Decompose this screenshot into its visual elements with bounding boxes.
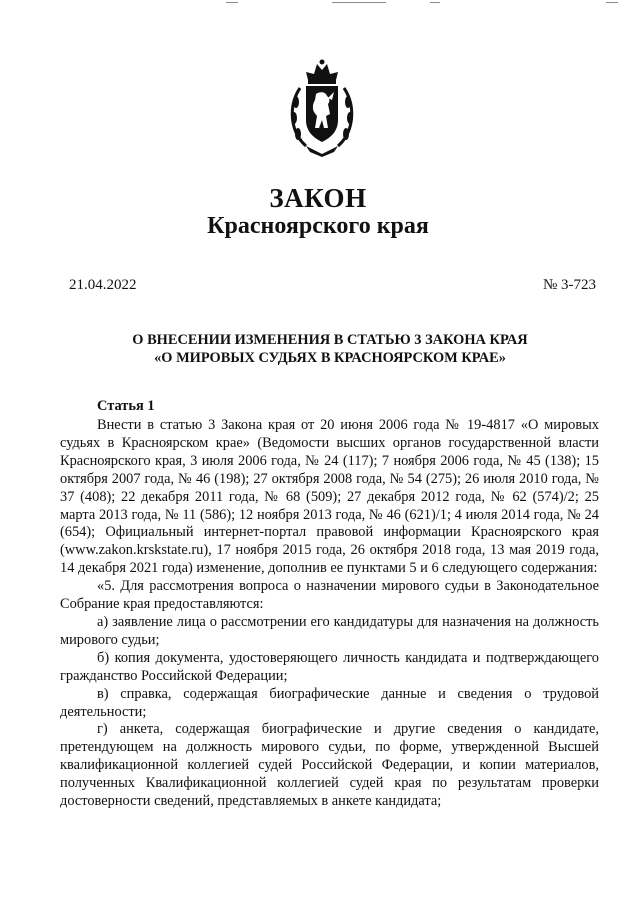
coat-of-arms-emblem — [284, 58, 360, 158]
article-title: Статья 1 — [97, 398, 155, 414]
document-title: ЗАКОН — [269, 183, 367, 213]
article-paragraph: б) копия документа, удостоверяющего личность кандидата и подтверждающего гражданство Российской Федерации; — [60, 649, 599, 684]
document-subtitle: Красноярского края — [207, 213, 429, 239]
article-paragraph: Внести в статью 3 Закона края от 20 июня 2006 года № 19-4817 «О мировых судьях в Красноярском крае» (Ведомости высших органов государственной власти Красноярского края, 3 июля 2006 года, № 24 (117); 7 ноября 2006 года, № 45 (138); 15 октября 2007 года, № 46 (198); 27 октября 2008 года, № 54 (275); 26 июля 2010 года, № 37 (408); 22 декабря 2011 года, № 68 (509); 27 декабря 2012 года, № 62 (574)/2; 25 марта 2013 года, № 11 (586); 12 ноября 2013 года, № 46 (621)/1; 4 июля 2014 года, № 24 (654); Официальный интернет-портал правовой информации Красноярского края (www.zakon.krskstate.ru), 17 ноября 2015 года, 26 октября 2018 года, 13 мая 2019 года, 14 декабря 2021 года) изменение, дополнив ее пунктами 5 и 6 следующего содержания: — [60, 417, 599, 577]
scan-artifact-mark — [332, 2, 386, 3]
article-paragraph: а) заявление лица о рассмотрении его кандидатуры для назначения на должность мирового судьи; — [60, 613, 599, 648]
law-heading-line-1: О ВНЕСЕНИИ ИЗМЕНЕНИЯ В СТАТЬЮ 3 ЗАКОНА КРАЯ — [132, 332, 528, 348]
law-heading-line-2: «О МИРОВЫХ СУДЬЯХ В КРАСНОЯРСКОМ КРАЕ» — [154, 350, 506, 366]
article-body — [60, 417, 599, 811]
document-date: 21.04.2022 — [69, 277, 137, 293]
article-paragraph: в) справка, содержащая биографические данные и сведения о трудовой деятельности; — [60, 685, 599, 720]
document-number: № 3-723 — [542, 277, 596, 293]
article-paragraph: г) анкета, содержащая биографические и другие сведения о кандидате, претендующем на должность мирового судьи, по форме, утвержденной Высшей квалификационной коллегией судей Российской Федерации, и копии материалов, полученных Квалификационной коллегией судей края по результатам проверки достоверности сведений, представляемых в анкете кандидата; — [60, 721, 599, 810]
scan-artifact-mark — [226, 2, 238, 3]
scan-artifact-mark — [606, 2, 618, 3]
scan-artifact-mark — [430, 2, 440, 3]
article-paragraph: «5. Для рассмотрения вопроса о назначении мирового судьи в Законодательное Собрание края предоставляются: — [60, 578, 599, 613]
